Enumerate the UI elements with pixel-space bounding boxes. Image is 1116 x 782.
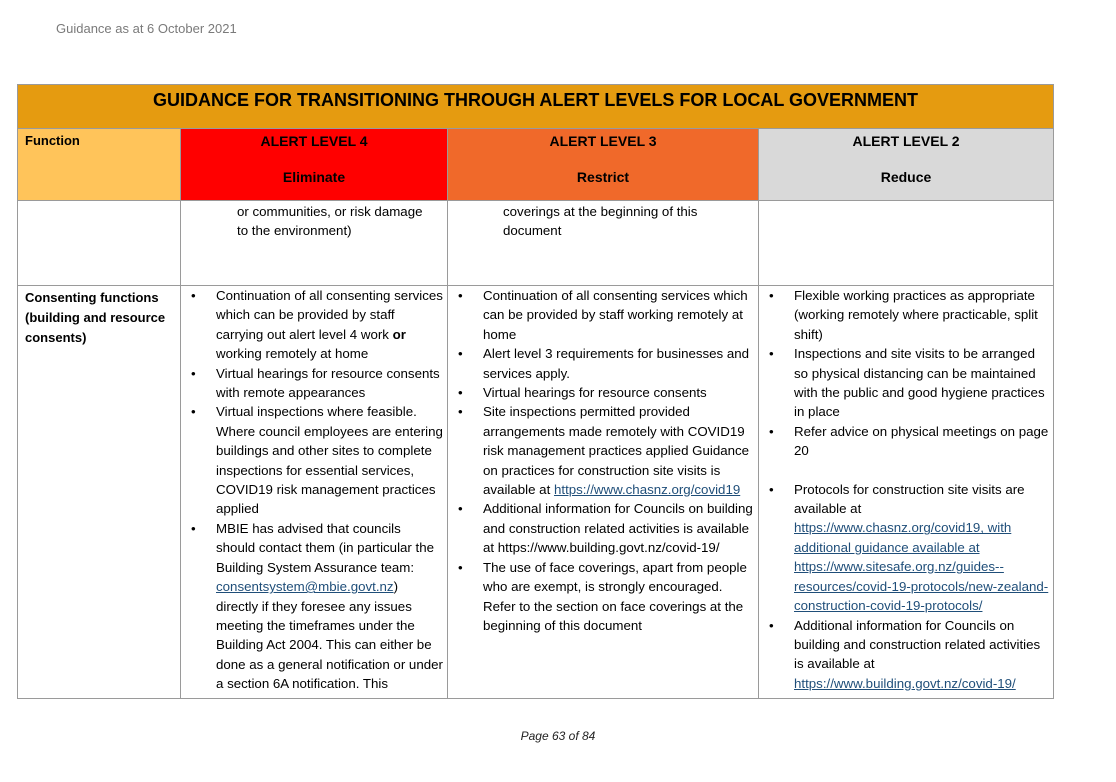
table-title: GUIDANCE FOR TRANSITIONING THROUGH ALERT LEVELS FOR LOCAL GOVERNMENT: [18, 85, 1054, 129]
alert-level-4-header: [181, 129, 448, 201]
list-item: • Protocols for construction site visits are available at https://www.chasnz.org/covid19, with additional guidance available at https://www.sitesafe.org.nz/guides--resources/covid-19-protocols/new-zealand-construction-covid-19-protocols/: [794, 480, 1049, 616]
continuation-l4-line: to the environment): [237, 223, 352, 239]
list-item: • Virtual hearings for resource consents with remote appearances: [216, 364, 443, 403]
alert-level-4-subtitle: Eliminate: [282, 169, 346, 185]
list-item: • Refer advice on physical meetings on page 20: [794, 422, 1049, 461]
consenting-function-label: Consenting functions (building and resource consents): [18, 286, 181, 699]
list-item: • Continuation of all consenting services which can be provided by staff carrying out alert level 4 work or working remotely at home: [216, 286, 443, 364]
list-item: • MBIE has advised that councils should contact them (in particular the Building System Assurance team: consentsystem@mbie.govt.nz) directly if they foresee any issues meeting the timeframes under the Building Act 2004. This can either be done as a general notification or under a section 6A notification. This: [216, 519, 443, 694]
continuation-l3-line: coverings at the beginning of this: [503, 204, 698, 219]
list-item: • Flexible working practices as appropriate (working remotely where practicable, split shift): [794, 286, 1049, 344]
list-item: • Alert level 3 requirements for businesses and services apply.: [483, 344, 754, 383]
page-header: Guidance as at 6 October 2021: [56, 21, 237, 36]
building-govt-link[interactable]: https://www.building.govt.nz/covid-19/: [794, 675, 1016, 691]
continuation-l4-cell: [181, 201, 448, 286]
continuation-l3-cell: [448, 201, 759, 286]
guidance-table: [17, 84, 1053, 699]
chasnz-link[interactable]: https://www.chasnz.org/covid19: [553, 482, 741, 498]
continuation-l2-cell: [759, 201, 1054, 286]
list-item: • Additional information for Councils on building and construction related activities is available at https://www.building.govt.nz/covid-19/: [794, 616, 1049, 694]
list-item: • Continuation of all consenting services which can be provided by staff working remotely at home: [483, 286, 754, 344]
consenting-l2-cell: [759, 286, 1054, 699]
page-number: Page 63 of 84: [520, 729, 596, 743]
continuation-l4-line: or communities, or risk damage: [237, 204, 423, 219]
alert-level-4-title: ALERT LEVEL 4: [260, 133, 368, 149]
alert-level-3-subtitle: Restrict: [576, 169, 630, 185]
alert-level-2-title: ALERT LEVEL 2: [852, 133, 960, 149]
list-item: • Inspections and site visits to be arranged so physical distancing can be maintained with the public and good hygiene practices in place: [794, 344, 1049, 422]
alert-level-3-title: ALERT LEVEL 3: [549, 133, 657, 149]
list-item: • Additional information for Councils on building and construction related activities is available at https://www.building.govt.nz/covid-19/: [483, 499, 754, 557]
list-item: • Virtual inspections where feasible. Where council employees are entering buildings and other sites to complete inspections for essential services, COVID19 risk management practices applied: [216, 402, 443, 518]
function-header: Function: [18, 129, 181, 201]
continuation-l3-line: document: [503, 223, 562, 239]
alert-level-2-subtitle: Reduce: [880, 169, 932, 185]
mbie-email-link[interactable]: consentsystem@mbie.govt.nz: [216, 579, 394, 595]
continuation-function-cell: [18, 201, 181, 286]
alert-level-3-header: [448, 129, 759, 201]
consenting-l3-cell: [448, 286, 759, 699]
list-item: • Virtual hearings for resource consents: [483, 383, 754, 402]
list-item: • Site inspections permitted provided arrangements made remotely with COVID19 risk management practices applied Guidance on practices for construction site visits is available at https://www.chasnz.org/covid19: [483, 402, 754, 499]
list-item: • The use of face coverings, apart from people who are exempt, is strongly encouraged. Refer to the section on face coverings at the beginning of this document: [483, 558, 754, 636]
alert-level-2-header: [759, 129, 1054, 201]
sitesafe-link[interactable]: https://www.chasnz.org/covid19, with additional guidance available at https://www.sitesafe.org.nz/guides--resources/covid-19-protocols/new-zealand-construction-covid-19-protocols/: [794, 520, 1049, 614]
consenting-l4-cell: [181, 286, 448, 699]
